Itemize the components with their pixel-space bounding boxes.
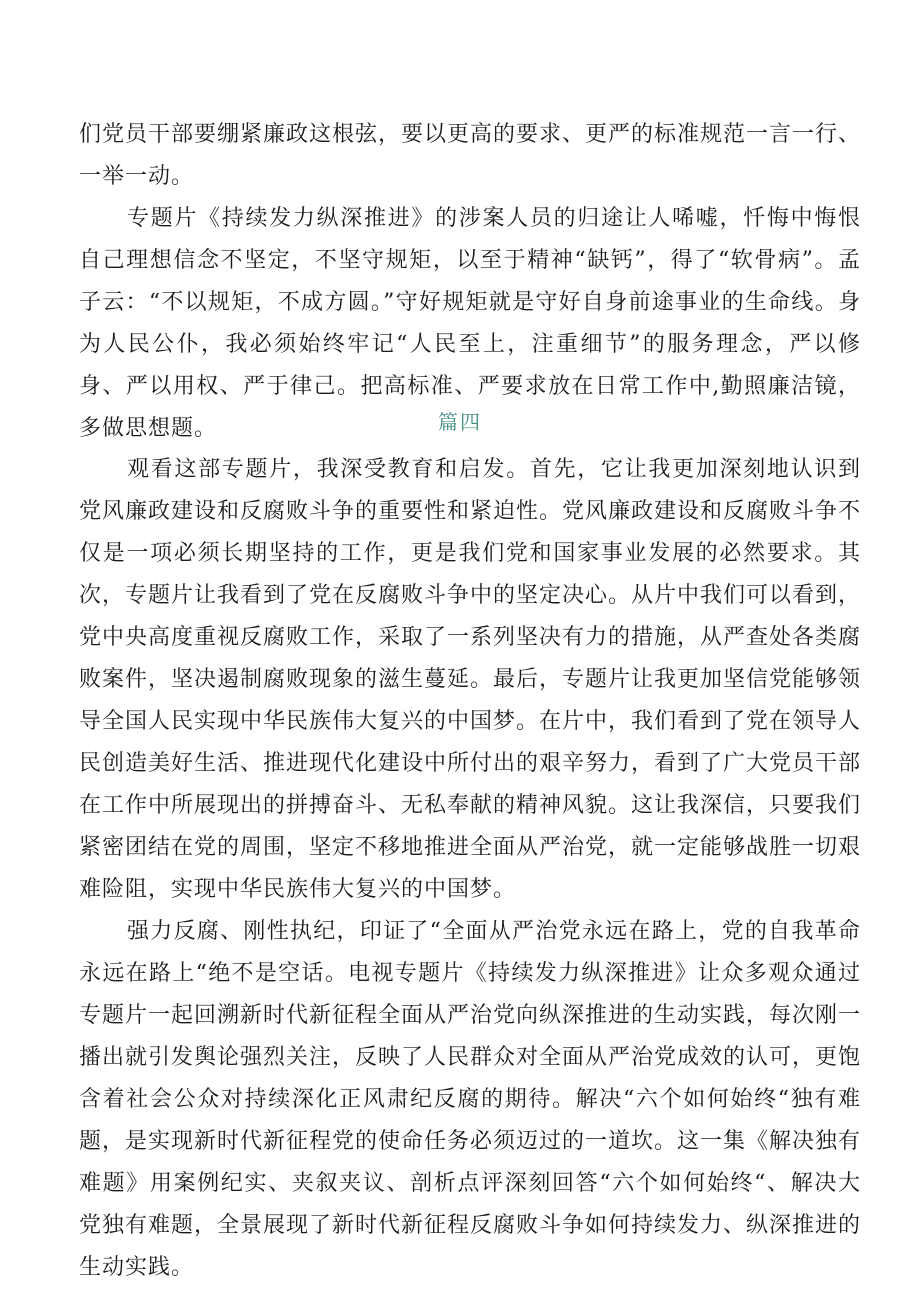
section-b-body (79, 449, 861, 1289)
paragraph-special-film-reflection: 专题片《持续发力纵深推进》的涉案人员的归途让人唏嘘，忏悔中悔恨自己理想信念不坚定，不坚守规矩，以至于精神“缺钙”，得了“软骨病”。孟子云：“不以规矩，不成方圆。”守好规矩就是守好自身前途事业的生命线。身为人民公仆，我必须始终牢记“人民至上，注重细节”的服务理念，严以修身、严以用权、严于律己。把高标准、严要求放在日常工作中,勤照廉洁镜，多做思想题。 (79, 206, 861, 441)
paragraph-viewing-reflection: 观看这部专题片，我深受教育和启发。首先，它让我更加深刻地认识到党风廉政建设和反腐败斗争的重要性和紧迫性。党风廉政建设和反腐败斗争不仅是一项必须长期坚持的工作，更是我们党和国家事业发展的必然要求。其次，专题片让我看到了党在反腐败斗争中的坚定决心。从片中我们可以看到，党中央高度重视反腐败工作，采取了一系列坚决有力的措施，从严查处各类腐败案件，坚决遏制腐败现象的滋生蔓延。最后，专题片让我更加坚信党能够领导全国人民实现中华民族伟大复兴的中国梦。在片中，我们看到了党在领导人民创造美好生活、推进现代化建设中所付出的艰辛努力，看到了广大党员干部在工作中所展现出的拼搏奋斗、无私奉献的精神风貌。这让我深信，只要我们紧密团结在党的周围，坚定不移地推进全面从严治党，就一定能够战胜一切艰难险阻，实现中华民族伟大复兴的中国梦。 (79, 457, 862, 902)
section-heading: 篇四 (438, 410, 482, 434)
section-a-body (79, 114, 861, 450)
paragraph-anti-corruption: 强力反腐、刚性执纪，印证了“全面从严治党永远在路上，党的自我革命永远在路上“绝不是空话。电视专题片《持续发力纵深推进》让众多观众通过专题片一起回溯新时代新征程全面从严治党向纵深推进的生动实践，每次刚一播出就引发舆论强烈关注，反映了人民群众对全面从严治党成效的认可，更饱含着社会公众对持续深化正风肃纪反腐的期待。解决“六个如何始终“独有难题，是实现新时代新征程党的使命任务必须迈过的一道坎。这一集《解决独有难题》用案例纪实、夹叙夹议、剖析点评深刻回答“六个如何始终“、解决大党独有难题，全景展现了新时代新征程反腐败斗争如何持续发力、纵深推进的生动实践。 (79, 919, 862, 1280)
paragraph-continued: 们党员干部要绷紧廉政这根弦，要以更高的要求、更严的标准规范一言一行、一举一动。 (79, 122, 862, 189)
